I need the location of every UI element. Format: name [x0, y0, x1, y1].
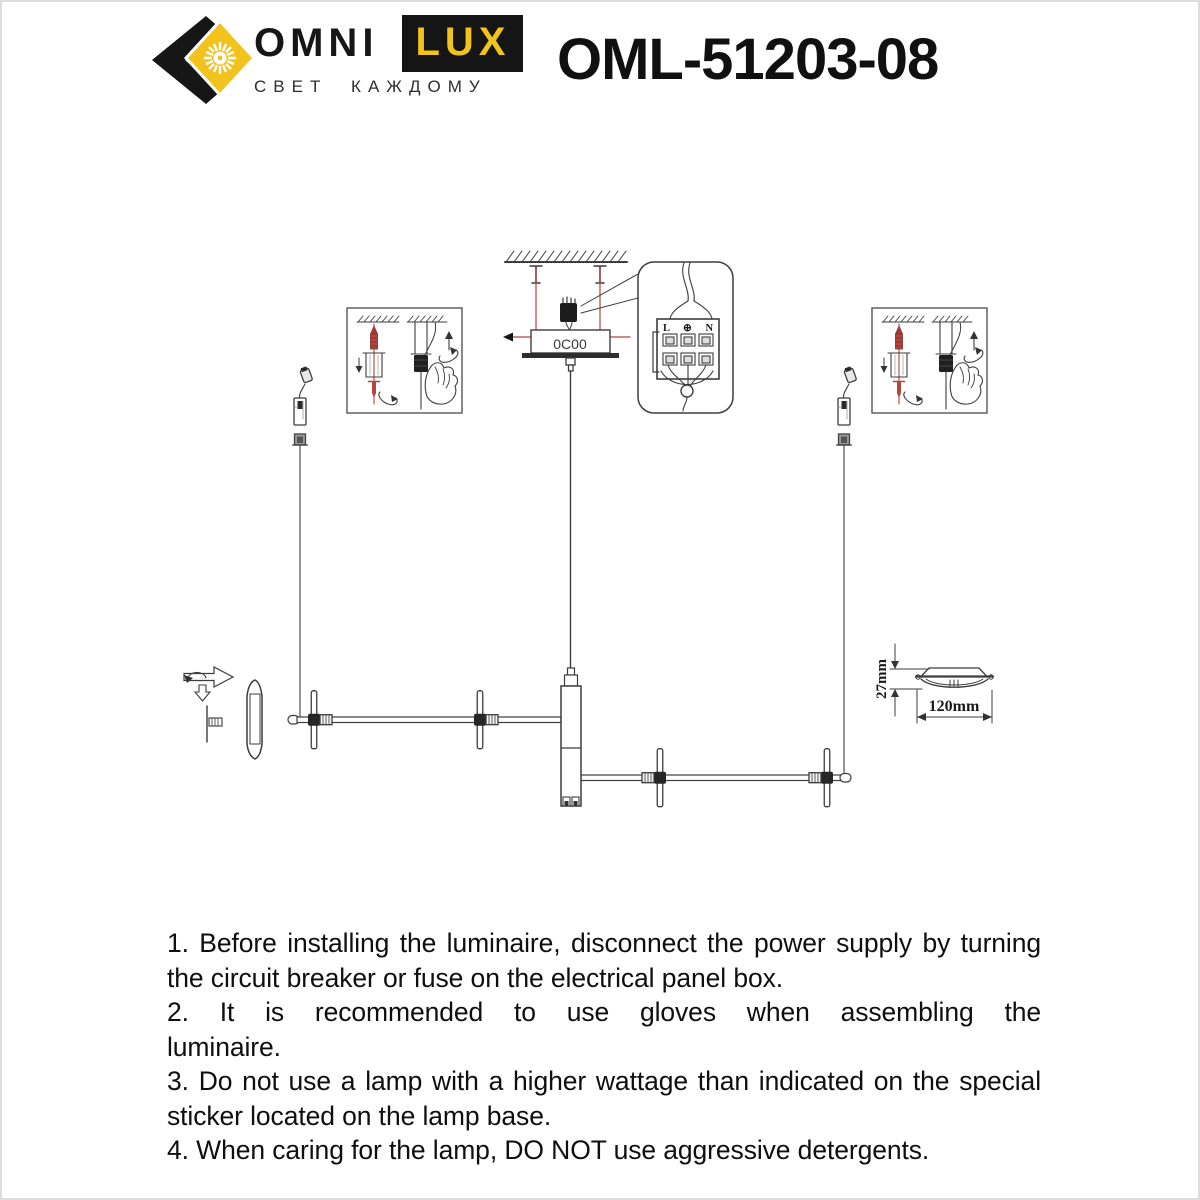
- instruction-item-3: 3. Do not use a lamp with a higher wattage than indicated on the special sticker located on the lamp base.: [167, 1066, 1041, 1131]
- height-dimension-label: 27mm: [874, 659, 890, 699]
- insert-arrow-icon: [184, 667, 233, 687]
- inset-installation-left: [347, 308, 462, 413]
- push-down-arrow-icon: [195, 685, 210, 701]
- instruction-item-2: 2. It is recommended to use gloves when assembling the luminaire.: [167, 997, 1041, 1062]
- width-dimension: [917, 690, 992, 723]
- dimension-drawing: [874, 644, 993, 723]
- model-number: OML-51203-08: [557, 27, 939, 92]
- terminal-block-label: L ⊕ N: [663, 323, 719, 334]
- instruction-item-4: 4. When caring for the lamp, DO NOT use aggressive detergents.: [167, 1135, 930, 1165]
- suspension-left: [293, 366, 313, 717]
- assembly-legend: [184, 667, 262, 759]
- suspension-right: [837, 366, 857, 775]
- callout-lines: [581, 274, 638, 313]
- logo-text-omni: OMNI: [254, 21, 379, 65]
- ceiling: [505, 251, 627, 262]
- height-dimension: [874, 644, 929, 716]
- instructions: [167, 926, 1041, 1168]
- logo-text-lux: LUX: [402, 15, 523, 72]
- mounting-screws: [530, 266, 606, 283]
- instruction-item-1: 1. Before installing the luminaire, disconnect the power supply by turning the circuit breaker or fuse on the electrical panel box.: [167, 928, 1041, 993]
- shade-side-view: [247, 680, 262, 759]
- wiring-detail-box: [638, 262, 733, 413]
- ceiling-canopy: [522, 330, 619, 371]
- screw-pin-icon: [207, 706, 222, 742]
- fixture-frame: [288, 668, 851, 806]
- shade-profile: [916, 668, 993, 687]
- inset-installation-right: [872, 308, 987, 413]
- canopy-marking: 0C00: [553, 336, 587, 352]
- logo-tagline: СВЕТ КАЖДОМУ: [254, 77, 487, 96]
- width-dimension-label: 120mm: [928, 698, 980, 715]
- power-connector: [560, 297, 577, 330]
